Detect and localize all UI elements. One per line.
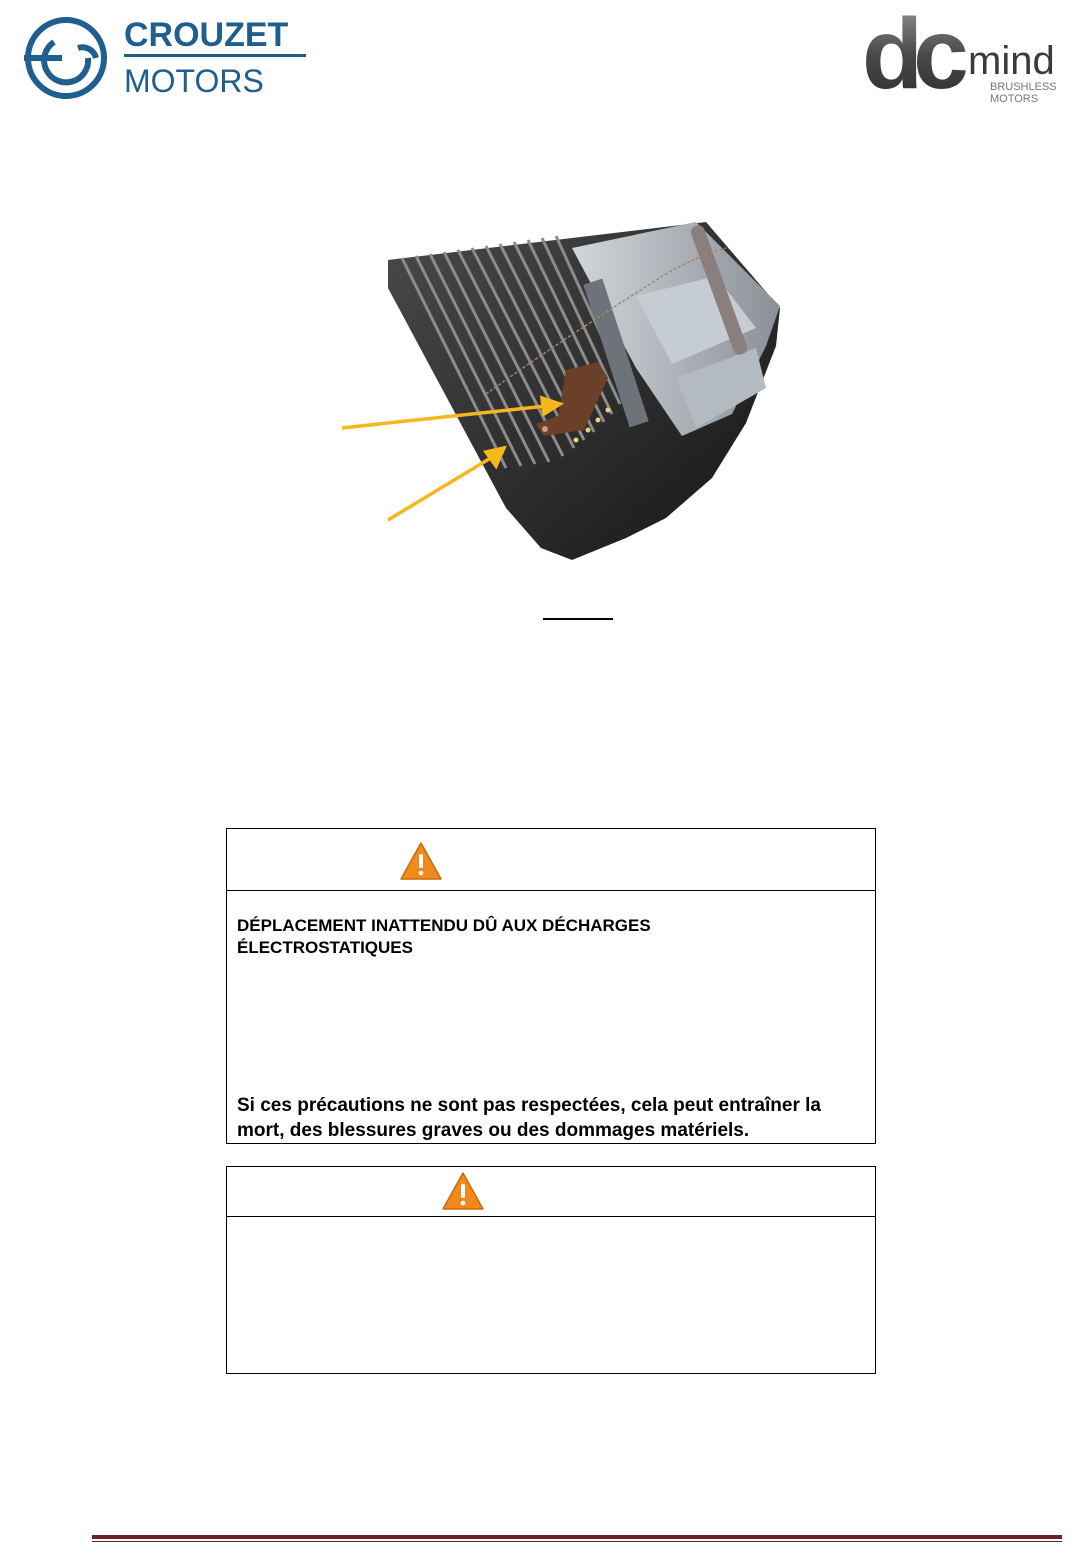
- warning-title-line1: DÉPLACEMENT INATTENDU DÛ AUX DÉCHARGES: [237, 916, 651, 935]
- mind-word: mind: [968, 39, 1055, 83]
- crouzet-motors-logo: [24, 12, 314, 104]
- warning-title-line2: ÉLECTROSTATIQUES: [237, 938, 413, 957]
- footer-rule: [92, 1535, 1062, 1539]
- arrow-body: [388, 456, 494, 520]
- motors-sub-word: MOTORS: [990, 93, 1039, 105]
- dcmind-logo: [860, 0, 1078, 110]
- warning-title: [237, 915, 857, 959]
- dc-mark: dc: [862, 0, 959, 110]
- brushless-word: BRUSHLESS: [990, 81, 1057, 93]
- warning-triangle-icon: [441, 1171, 485, 1211]
- crouzet-word: CROUZET: [124, 16, 289, 54]
- warning-consequence-line2: mort, des blessures graves ou des dommages matériels.: [237, 1120, 750, 1141]
- warning-box-2: [226, 1166, 876, 1374]
- warning-box-header: [227, 829, 875, 891]
- footer-rule-thin: [92, 1541, 1062, 1542]
- warning-box-esd: [226, 828, 876, 1144]
- warning-triangle-icon: [399, 841, 443, 881]
- warning-consequence: [237, 1093, 867, 1143]
- motor-connector-figure: [336, 218, 786, 568]
- warning-consequence-line1: Si ces précautions ne sont pas respectées, cela peut entraîner la: [237, 1095, 821, 1116]
- warning-box-2-header: [227, 1167, 875, 1217]
- motors-word: MOTORS: [124, 63, 264, 99]
- figure-caption-underline: [543, 618, 613, 620]
